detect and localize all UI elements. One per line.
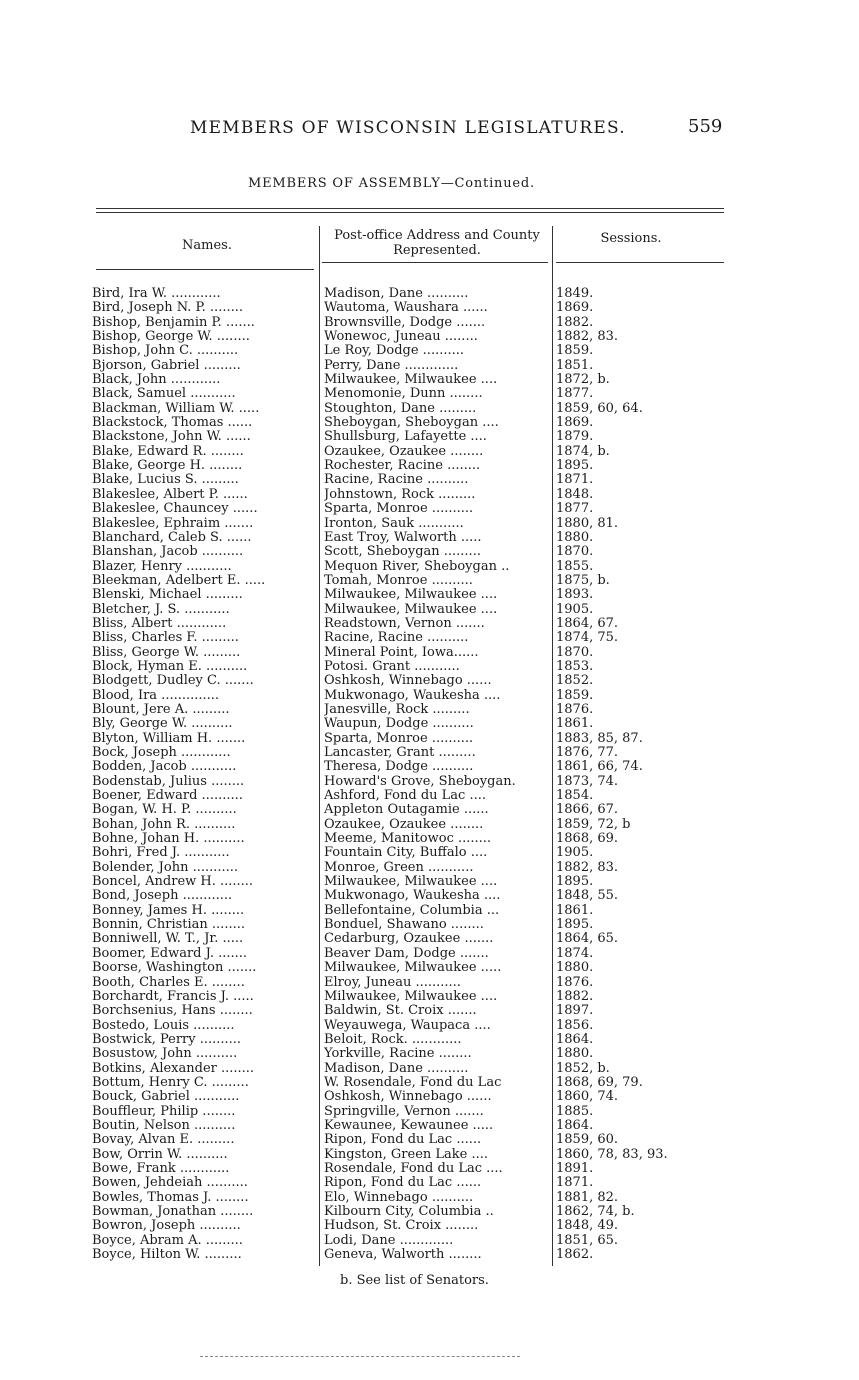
- member-address: Wonewoc, Juneau ........: [324, 330, 478, 345]
- table-row: [0, 832, 859, 846]
- section-heading: MEMBERS OF ASSEMBLY—Continued.: [248, 176, 535, 191]
- table-row: [0, 1248, 859, 1262]
- member-address: W. Rosendale, Fond du Lac: [324, 1075, 502, 1090]
- member-sessions: 1855.: [556, 559, 594, 574]
- member-name: Bohan, John R. ..........: [92, 817, 236, 832]
- member-sessions: 1864, 67.: [556, 616, 619, 631]
- member-address: Springville, Vernon .......: [324, 1104, 484, 1119]
- member-sessions: 1905.: [556, 602, 594, 617]
- member-name: Borchsenius, Hans ........: [92, 1004, 253, 1019]
- member-address: Hudson, St. Croix ........: [324, 1219, 479, 1234]
- table-row: [0, 430, 859, 444]
- member-name: Bouffleur, Philip ........: [92, 1104, 236, 1119]
- member-name: Bliss, Albert ............: [92, 616, 227, 631]
- member-sessions: 1864, 65.: [556, 932, 619, 947]
- member-name: Boener, Edward ..........: [92, 789, 243, 804]
- member-address: Sheboygan, Sheboygan ....: [324, 416, 499, 431]
- table-row: [0, 961, 859, 975]
- member-sessions: 1877.: [556, 502, 594, 517]
- table-row: [0, 1162, 859, 1176]
- member-address: Brownsville, Dodge .......: [324, 315, 486, 330]
- header-underline-sessions: [556, 262, 724, 263]
- member-name: Bletcher, J. S. ...........: [92, 602, 230, 617]
- member-name: Bowe, Frank ............: [92, 1161, 230, 1176]
- table-row: [0, 1090, 859, 1104]
- member-sessions: 1851.: [556, 358, 594, 373]
- member-name: Blackstock, Thomas ......: [92, 416, 253, 431]
- member-address: Elroy, Juneau ...........: [324, 975, 461, 990]
- member-address: Johnstown, Rock .........: [324, 487, 476, 502]
- member-name: Boncel, Andrew H. ........: [92, 875, 254, 890]
- table-row: [0, 344, 859, 358]
- member-sessions: 1883, 85, 87.: [556, 731, 643, 746]
- member-sessions: 1866, 67.: [556, 803, 619, 818]
- member-sessions: 1860, 78, 83, 93.: [556, 1147, 668, 1162]
- member-address: Ashford, Fond du Lac ....: [324, 789, 486, 804]
- member-name: Blackstone, John W. ......: [92, 430, 251, 445]
- member-sessions: 1885.: [556, 1104, 594, 1119]
- running-head: MEMBERS OF WISCONSIN LEGISLATURES.: [190, 118, 626, 138]
- member-address: Shullsburg, Lafayette ....: [324, 430, 487, 445]
- member-name: Booth, Charles E. ........: [92, 975, 245, 990]
- member-name: Boorse, Washington .......: [92, 961, 257, 976]
- table-row: [0, 1119, 859, 1133]
- member-address: Stoughton, Dane .........: [324, 401, 477, 416]
- member-sessions: 1870.: [556, 645, 594, 660]
- table-row: [0, 904, 859, 918]
- member-name: Bjorson, Gabriel .........: [92, 358, 241, 373]
- member-name: Borchardt, Francis J. .....: [92, 989, 254, 1004]
- table-row: [0, 617, 859, 631]
- member-sessions: 1882.: [556, 989, 594, 1004]
- member-name: Bolender, John ...........: [92, 860, 239, 875]
- table-row: [0, 1047, 859, 1061]
- member-name: Boyce, Hilton W. .........: [92, 1248, 242, 1263]
- table-row: [0, 1234, 859, 1248]
- member-address: Tomah, Monroe ..........: [324, 573, 473, 588]
- table-row: [0, 1019, 859, 1033]
- member-name: Bonnin, Christian ........: [92, 918, 245, 933]
- table-row: [0, 976, 859, 990]
- member-address: Milwaukee, Milwaukee ....: [324, 602, 498, 617]
- table-row: [0, 1033, 859, 1047]
- member-address: Readstown, Vernon .......: [324, 616, 485, 631]
- member-name: Bowles, Thomas J. ........: [92, 1190, 249, 1205]
- table-row: [0, 990, 859, 1004]
- member-name: Blakeslee, Chauncey ......: [92, 502, 258, 517]
- member-sessions: 1876.: [556, 975, 594, 990]
- member-address: Milwaukee, Milwaukee ....: [324, 989, 498, 1004]
- table-row: [0, 560, 859, 574]
- member-address: Cedarburg, Ozaukee .......: [324, 932, 494, 947]
- member-sessions: 1881, 82.: [556, 1190, 619, 1205]
- member-address: Kingston, Green Lake ....: [324, 1147, 489, 1162]
- member-name: Blodgett, Dudley C. .......: [92, 674, 254, 689]
- member-sessions: 1861, 66, 74.: [556, 760, 643, 775]
- header-underline-address: [322, 262, 548, 263]
- table-row: [0, 1219, 859, 1233]
- member-name: Blackman, William W. .....: [92, 401, 260, 416]
- table-row: [0, 402, 859, 416]
- table-row: [0, 703, 859, 717]
- table-row: [0, 732, 859, 746]
- member-address: Bellefontaine, Columbia ...: [324, 903, 500, 918]
- member-sessions: 1868, 69.: [556, 832, 619, 847]
- table-row: [0, 717, 859, 731]
- table-row: [0, 760, 859, 774]
- member-address: Geneva, Walworth ........: [324, 1248, 482, 1263]
- member-sessions: 1853.: [556, 659, 594, 674]
- member-address: Janesville, Rock .........: [324, 702, 470, 717]
- member-address: Yorkville, Racine ........: [324, 1047, 472, 1062]
- member-name: Blenski, Michael .........: [92, 588, 243, 603]
- member-name: Bliss, George W. .........: [92, 645, 241, 660]
- member-sessions: 1869.: [556, 416, 594, 431]
- member-address: Fountain City, Buffalo ....: [324, 846, 488, 861]
- member-name: Bishop, Benjamin P. .......: [92, 315, 255, 330]
- table-row: [0, 1076, 859, 1090]
- member-sessions: 1877.: [556, 387, 594, 402]
- member-sessions: 1882, 83.: [556, 860, 619, 875]
- table-row: [0, 531, 859, 545]
- member-sessions: 1848, 49.: [556, 1219, 619, 1234]
- member-name: Bogan, W. H. P. ..........: [92, 803, 237, 818]
- member-address: Mukwonago, Waukesha ....: [324, 889, 501, 904]
- member-address: Mukwonago, Waukesha ....: [324, 688, 501, 703]
- member-name: Bohne, Johan H. ..........: [92, 832, 245, 847]
- table-row: [0, 287, 859, 301]
- member-name: Blood, Ira ..............: [92, 688, 220, 703]
- member-name: Blake, George H. ........: [92, 459, 243, 474]
- table-row: [0, 631, 859, 645]
- member-sessions: 1874, 75.: [556, 631, 619, 646]
- table-row: [0, 1062, 859, 1076]
- table-row: [0, 1148, 859, 1162]
- member-name: Bosustow, John ..........: [92, 1047, 238, 1062]
- member-name: Blanshan, Jacob ..........: [92, 545, 244, 560]
- member-address: Ironton, Sauk ...........: [324, 516, 464, 531]
- header-underline-names: [96, 269, 314, 270]
- column-header-sessions: Sessions.: [600, 231, 662, 246]
- member-sessions: 1871.: [556, 473, 594, 488]
- table-row: [0, 445, 859, 459]
- member-address: Beaver Dam, Dodge .......: [324, 946, 489, 961]
- member-sessions: 1895.: [556, 918, 594, 933]
- table-row: [0, 889, 859, 903]
- member-sessions: 1880.: [556, 530, 594, 545]
- member-address: Baldwin, St. Croix .......: [324, 1004, 477, 1019]
- member-name: Bottum, Henry C. .........: [92, 1075, 249, 1090]
- table-row: [0, 1191, 859, 1205]
- member-address: Sparta, Monroe ..........: [324, 731, 474, 746]
- member-address: Le Roy, Dodge ..........: [324, 344, 464, 359]
- member-sessions: 1859.: [556, 688, 594, 703]
- member-sessions: 1851, 65.: [556, 1233, 619, 1248]
- member-name: Bostwick, Perry ..........: [92, 1032, 242, 1047]
- member-address: Racine, Racine ..........: [324, 473, 469, 488]
- member-address: Weyauwega, Waupaca ....: [324, 1018, 491, 1033]
- member-name: Blakeslee, Ephraim .......: [92, 516, 254, 531]
- table-row: [0, 459, 859, 473]
- table-row: [0, 502, 859, 516]
- member-name: Blount, Jere A. .........: [92, 702, 230, 717]
- table-row: [0, 932, 859, 946]
- table-row: [0, 1176, 859, 1190]
- member-sessions: 1862, 74, b.: [556, 1205, 635, 1219]
- member-address: Appleton Outagamie ......: [324, 803, 489, 818]
- member-address: Lancaster, Grant .........: [324, 746, 476, 760]
- member-sessions: 1874, b.: [556, 444, 610, 459]
- member-name: Bow, Orrin W. ..........: [92, 1147, 228, 1162]
- table-row: [0, 947, 859, 961]
- member-sessions: 1874.: [556, 946, 594, 961]
- member-address: Menomonie, Dunn ........: [324, 387, 483, 402]
- member-sessions: 1876, 77.: [556, 746, 619, 760]
- member-sessions: 1897.: [556, 1004, 594, 1019]
- table-row: [0, 588, 859, 602]
- member-name: Blake, Lucius S. .........: [92, 473, 239, 488]
- top-rule: [96, 208, 724, 209]
- table-row: [0, 416, 859, 430]
- member-sessions: 1876.: [556, 702, 594, 717]
- table-row: [0, 775, 859, 789]
- member-name: Bock, Joseph ............: [92, 746, 231, 760]
- table-row: [0, 846, 859, 860]
- member-sessions: 1872, b.: [556, 373, 610, 388]
- member-sessions: 1861.: [556, 717, 594, 732]
- table-row: [0, 875, 859, 889]
- table-row: [0, 301, 859, 315]
- member-name: Botkins, Alexander ........: [92, 1061, 255, 1076]
- table-row: [0, 861, 859, 875]
- member-address: Sparta, Monroe ..........: [324, 502, 474, 517]
- member-address: Ripon, Fond du Lac ......: [324, 1133, 482, 1148]
- member-name: Bonney, James H. ........: [92, 903, 245, 918]
- member-address: Wautoma, Waushara ......: [324, 301, 488, 316]
- table-row: [0, 674, 859, 688]
- member-name: Blyton, William H. .......: [92, 731, 246, 746]
- member-name: Bird, Joseph N. P. ........: [92, 301, 243, 316]
- member-sessions: 1891.: [556, 1161, 594, 1176]
- member-sessions: 1864.: [556, 1032, 594, 1047]
- member-address: Elo, Winnebago ..........: [324, 1190, 474, 1205]
- member-name: Bonniwell, W. T., Jr. .....: [92, 932, 244, 947]
- table-row: [0, 803, 859, 817]
- table-row: [0, 1105, 859, 1119]
- table-row: [0, 1004, 859, 1018]
- member-address: Bonduel, Shawano ........: [324, 918, 484, 933]
- member-address: Monroe, Green ...........: [324, 860, 474, 875]
- member-address: Racine, Racine ..........: [324, 631, 469, 646]
- table-row: [0, 660, 859, 674]
- member-address: Rosendale, Fond du Lac ....: [324, 1161, 503, 1176]
- member-sessions: 1873, 74.: [556, 774, 619, 789]
- member-address: Oshkosh, Winnebago ......: [324, 674, 492, 689]
- member-name: Blakeslee, Albert P. ......: [92, 487, 248, 502]
- table-row: [0, 488, 859, 502]
- member-name: Blazer, Henry ...........: [92, 559, 232, 574]
- member-sessions: 1880.: [556, 1047, 594, 1062]
- member-address: Madison, Dane ..........: [324, 287, 469, 301]
- member-name: Bowman, Jonathan ........: [92, 1205, 254, 1219]
- table-row: [0, 545, 859, 559]
- member-address: Milwaukee, Milwaukee ....: [324, 875, 498, 890]
- member-sessions: 1860, 74.: [556, 1090, 619, 1105]
- member-sessions: 1871.: [556, 1176, 594, 1191]
- member-sessions: 1869.: [556, 301, 594, 316]
- table-row: [0, 387, 859, 401]
- table-row: [0, 646, 859, 660]
- top-rule-double: [96, 212, 724, 213]
- member-sessions: 1861.: [556, 903, 594, 918]
- table-row: [0, 746, 859, 760]
- members-table: [0, 287, 859, 1262]
- member-sessions: 1854.: [556, 789, 594, 804]
- table-row: [0, 1133, 859, 1147]
- table-row: [0, 1205, 859, 1219]
- table-row: [0, 789, 859, 803]
- member-address: Ozaukee, Ozaukee ........: [324, 817, 484, 832]
- member-name: Black, Samuel ...........: [92, 387, 236, 402]
- member-name: Bouck, Gabriel ...........: [92, 1090, 240, 1105]
- member-address: Theresa, Dodge ..........: [324, 760, 474, 775]
- member-sessions: 1875, b.: [556, 573, 610, 588]
- member-address: Waupun, Dodge ..........: [324, 717, 474, 732]
- table-row: [0, 473, 859, 487]
- member-sessions: 1864.: [556, 1118, 594, 1133]
- member-name: Bond, Joseph ............: [92, 889, 233, 904]
- member-address: Ripon, Fond du Lac ......: [324, 1176, 482, 1191]
- member-name: Bliss, Charles F. .........: [92, 631, 239, 646]
- member-address: Ozaukee, Ozaukee ........: [324, 444, 484, 459]
- member-sessions: 1868, 69, 79.: [556, 1075, 643, 1090]
- member-name: Black, John ............: [92, 373, 221, 388]
- member-address: Howard's Grove, Sheboygan.: [324, 774, 516, 789]
- member-name: Blake, Edward R. ........: [92, 444, 244, 459]
- member-address: Milwaukee, Milwaukee ....: [324, 588, 498, 603]
- member-name: Bly, George W. ..........: [92, 717, 233, 732]
- member-sessions: 1852.: [556, 674, 594, 689]
- member-name: Bodenstab, Julius ........: [92, 774, 245, 789]
- member-address: Milwaukee, Milwaukee ....: [324, 373, 498, 388]
- member-address: Oshkosh, Winnebago ......: [324, 1090, 492, 1105]
- member-sessions: 1880, 81.: [556, 516, 619, 531]
- member-address: Mequon River, Sheboygan ..: [324, 559, 510, 574]
- member-address: Madison, Dane ..........: [324, 1061, 469, 1076]
- member-sessions: 1849.: [556, 287, 594, 301]
- member-name: Block, Hyman E. ..........: [92, 659, 248, 674]
- member-name: Bird, Ira W. ............: [92, 287, 221, 301]
- member-address: East Troy, Walworth .....: [324, 530, 482, 545]
- member-name: Bowron, Joseph ..........: [92, 1219, 241, 1234]
- footnote: b. See list of Senators.: [340, 1273, 489, 1288]
- footer-rule: [200, 1356, 520, 1357]
- member-sessions: 1856.: [556, 1018, 594, 1033]
- member-sessions: 1893.: [556, 588, 594, 603]
- member-sessions: 1895.: [556, 875, 594, 890]
- member-sessions: 1905.: [556, 846, 594, 861]
- member-address: Perry, Dane .............: [324, 358, 459, 373]
- member-sessions: 1848, 55.: [556, 889, 619, 904]
- page-number: 559: [688, 116, 723, 137]
- member-address: Rochester, Racine ........: [324, 459, 481, 474]
- column-header-address: Post-office Address and County Represented.: [334, 228, 540, 258]
- member-name: Bishop, George W. ........: [92, 330, 250, 345]
- table-row: [0, 689, 859, 703]
- member-sessions: 1862.: [556, 1248, 594, 1263]
- member-name: Blanchard, Caleb S. ......: [92, 530, 252, 545]
- member-sessions: 1895.: [556, 459, 594, 474]
- member-sessions: 1859, 72, b: [556, 817, 631, 832]
- table-row: [0, 918, 859, 932]
- table-row: [0, 359, 859, 373]
- table-row: [0, 330, 859, 344]
- member-name: Bowen, Jehdeiah ..........: [92, 1176, 248, 1191]
- member-sessions: 1882.: [556, 315, 594, 330]
- member-name: Bohri, Fred J. ...........: [92, 846, 230, 861]
- table-row: [0, 818, 859, 832]
- member-name: Boutin, Nelson ..........: [92, 1118, 236, 1133]
- member-address: Mineral Point, Iowa......: [324, 645, 479, 660]
- member-name: Bostedo, Louis ..........: [92, 1018, 235, 1033]
- member-sessions: 1852, b.: [556, 1061, 610, 1076]
- member-sessions: 1859, 60, 64.: [556, 401, 643, 416]
- member-name: Bodden, Jacob ...........: [92, 760, 237, 775]
- member-name: Bovay, Alvan E. .........: [92, 1133, 235, 1148]
- member-address: Meeme, Manitowoc ........: [324, 832, 492, 847]
- member-name: Bleekman, Adelbert E. .....: [92, 573, 266, 588]
- member-address: Potosi. Grant ...........: [324, 659, 460, 674]
- member-address: Lodi, Dane .............: [324, 1233, 454, 1248]
- member-sessions: 1859, 60.: [556, 1133, 619, 1148]
- member-address: Beloit, Rock. ............: [324, 1032, 462, 1047]
- member-sessions: 1848.: [556, 487, 594, 502]
- column-header-names: Names.: [182, 238, 232, 253]
- member-address: Kewaunee, Kewaunee .....: [324, 1118, 494, 1133]
- member-sessions: 1870.: [556, 545, 594, 560]
- member-name: Boyce, Abram A. .........: [92, 1233, 243, 1248]
- member-name: Bishop, John C. ..........: [92, 344, 239, 359]
- member-sessions: 1879.: [556, 430, 594, 445]
- member-sessions: 1880.: [556, 961, 594, 976]
- table-row: [0, 316, 859, 330]
- member-sessions: 1859.: [556, 344, 594, 359]
- table-row: [0, 603, 859, 617]
- table-row: [0, 373, 859, 387]
- table-row: [0, 517, 859, 531]
- member-name: Boomer, Edward J. .......: [92, 946, 248, 961]
- member-address: Milwaukee, Milwaukee .....: [324, 961, 502, 976]
- table-row: [0, 574, 859, 588]
- member-sessions: 1882, 83.: [556, 330, 619, 345]
- member-address: Scott, Sheboygan .........: [324, 545, 481, 560]
- member-address: Kilbourn City, Columbia ..: [324, 1205, 494, 1219]
